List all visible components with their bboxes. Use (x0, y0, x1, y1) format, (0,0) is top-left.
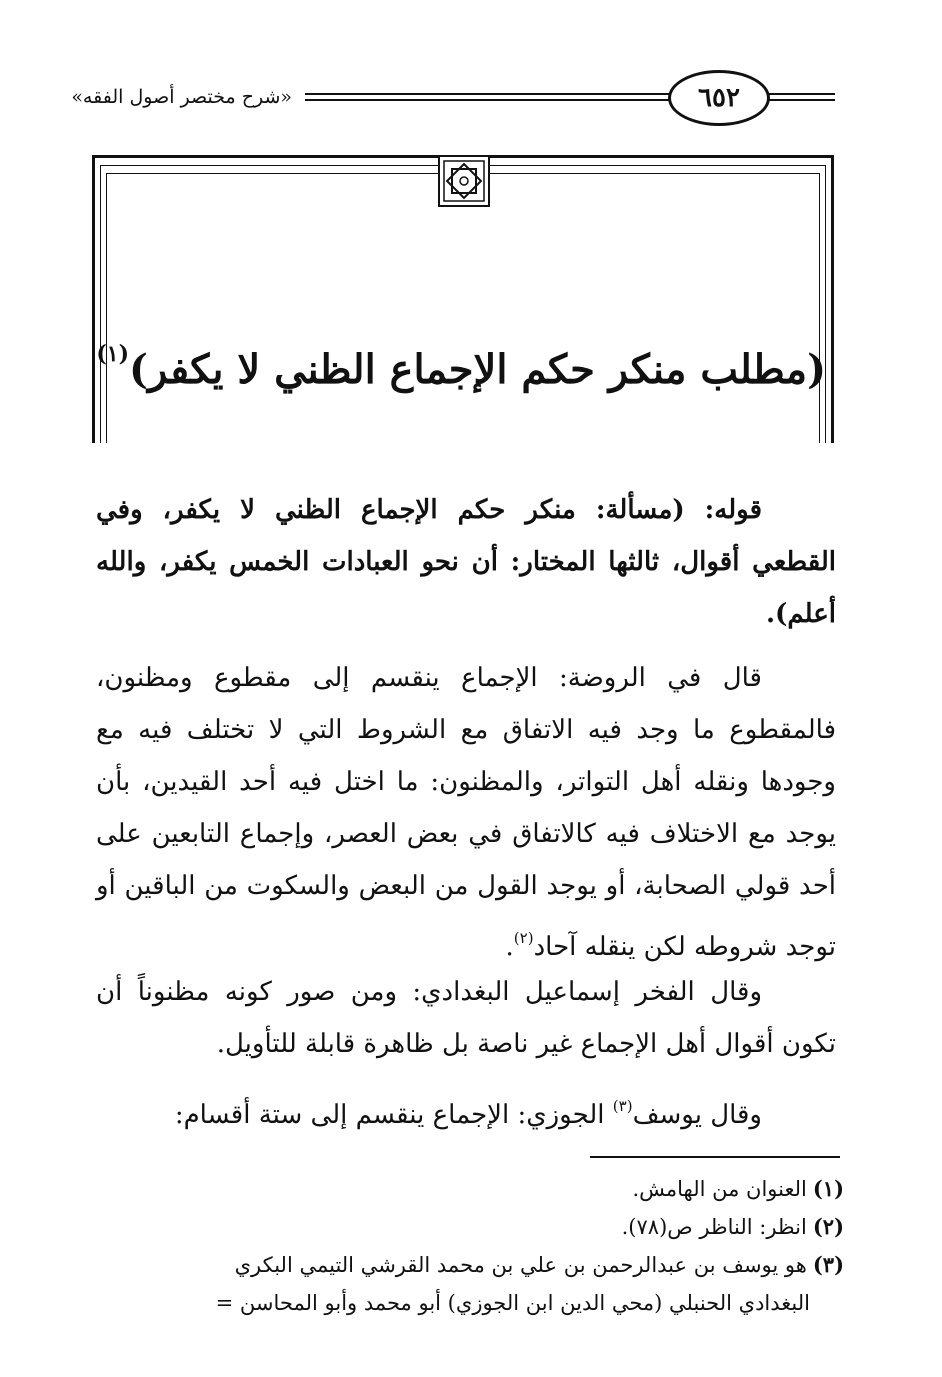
footnote-item (96, 1208, 844, 1246)
footnote-item (96, 1246, 844, 1284)
chapter-title-footnote-ref: (١) (96, 341, 130, 367)
header-double-rule-right (765, 92, 835, 104)
footnote-text: هو يوسف بن عبدالرحمن بن علي بن محمد القرشي التيمي البكري (234, 1253, 807, 1277)
running-header-title: «شرح مختصر أصول الفقه» (71, 86, 292, 108)
footnote-number: (٢) (812, 1214, 844, 1239)
paragraph-fakhr (96, 966, 836, 1070)
paragraph-end: . (505, 932, 514, 962)
star-ornament-icon (438, 155, 490, 207)
paragraph-text: قال في الروضة: الإجماع ينقسم إلى مقطوع ومظنون، فالمقطوع ما وجد فيه الاتفاق مع الشروط التي لا تختلف فيه مع وجودها ونقله أهل التواتر، والمظنون: ما اختل فيه أحد القيدين، بأن يوجد مع الاختلاف فيه كالاتفاق في بعض العصر، وإجماع التابعين على أحد قولي الصحابة، أو يوجد القول من البعض والسكوت من الباقين أو توجد شروطه لكن ينقله آحاد (96, 663, 836, 962)
paragraph-text-end: الجوزي: الإجماع ينقسم إلى ستة أقسام: (174, 1100, 613, 1130)
paragraph-rawda (96, 652, 836, 973)
footnote-continuation: البغدادي الحنبلي (محي الدين ابن الجوزي) أبو محمد وأبو المحاسن = (215, 1291, 810, 1315)
footnotes (96, 1170, 844, 1322)
footnote-separator (590, 1156, 840, 1158)
paragraph-text-yusuf (96, 1080, 836, 1141)
paragraph-text: قوله: (مسألة: منكر حكم الإجماع الظني لا يكفر، وفي القطعي أقوال، ثالثها المختار: أن نحو العبادات الخمس يكفر، والله أعلم). (96, 495, 836, 629)
header-double-rule-left (305, 92, 670, 104)
paragraph-quote (96, 484, 836, 640)
paragraph-text-rawda (96, 652, 836, 973)
paragraph-text-start: وقال يوسف (632, 1100, 762, 1130)
paragraph-yusuf (96, 1080, 836, 1141)
footnote-text: انظر: الناظر ص(٧٨). (621, 1215, 807, 1239)
footnote-ref-3: (٣) (612, 1097, 633, 1115)
footnote-item (96, 1170, 844, 1208)
chapter-title (96, 318, 826, 406)
footnote-ref-2: (٢) (513, 929, 534, 947)
footnote-number: (٣) (812, 1252, 844, 1277)
chapter-title-text: (مطلب منكر حكم الإجماع الظني لا يكفر) (129, 346, 826, 393)
page-number: ٦٥٢ (668, 70, 770, 126)
paragraph-text: وقال الفخر إسماعيل البغدادي: ومن صور كونه مظنوناً أن تكون أقوال أهل الإجماع غير ناصة بل ظاهرة قابلة للتأويل. (96, 977, 836, 1059)
footnote-number: (١) (812, 1176, 844, 1201)
footnote-text: العنوان من الهامش. (632, 1177, 807, 1201)
